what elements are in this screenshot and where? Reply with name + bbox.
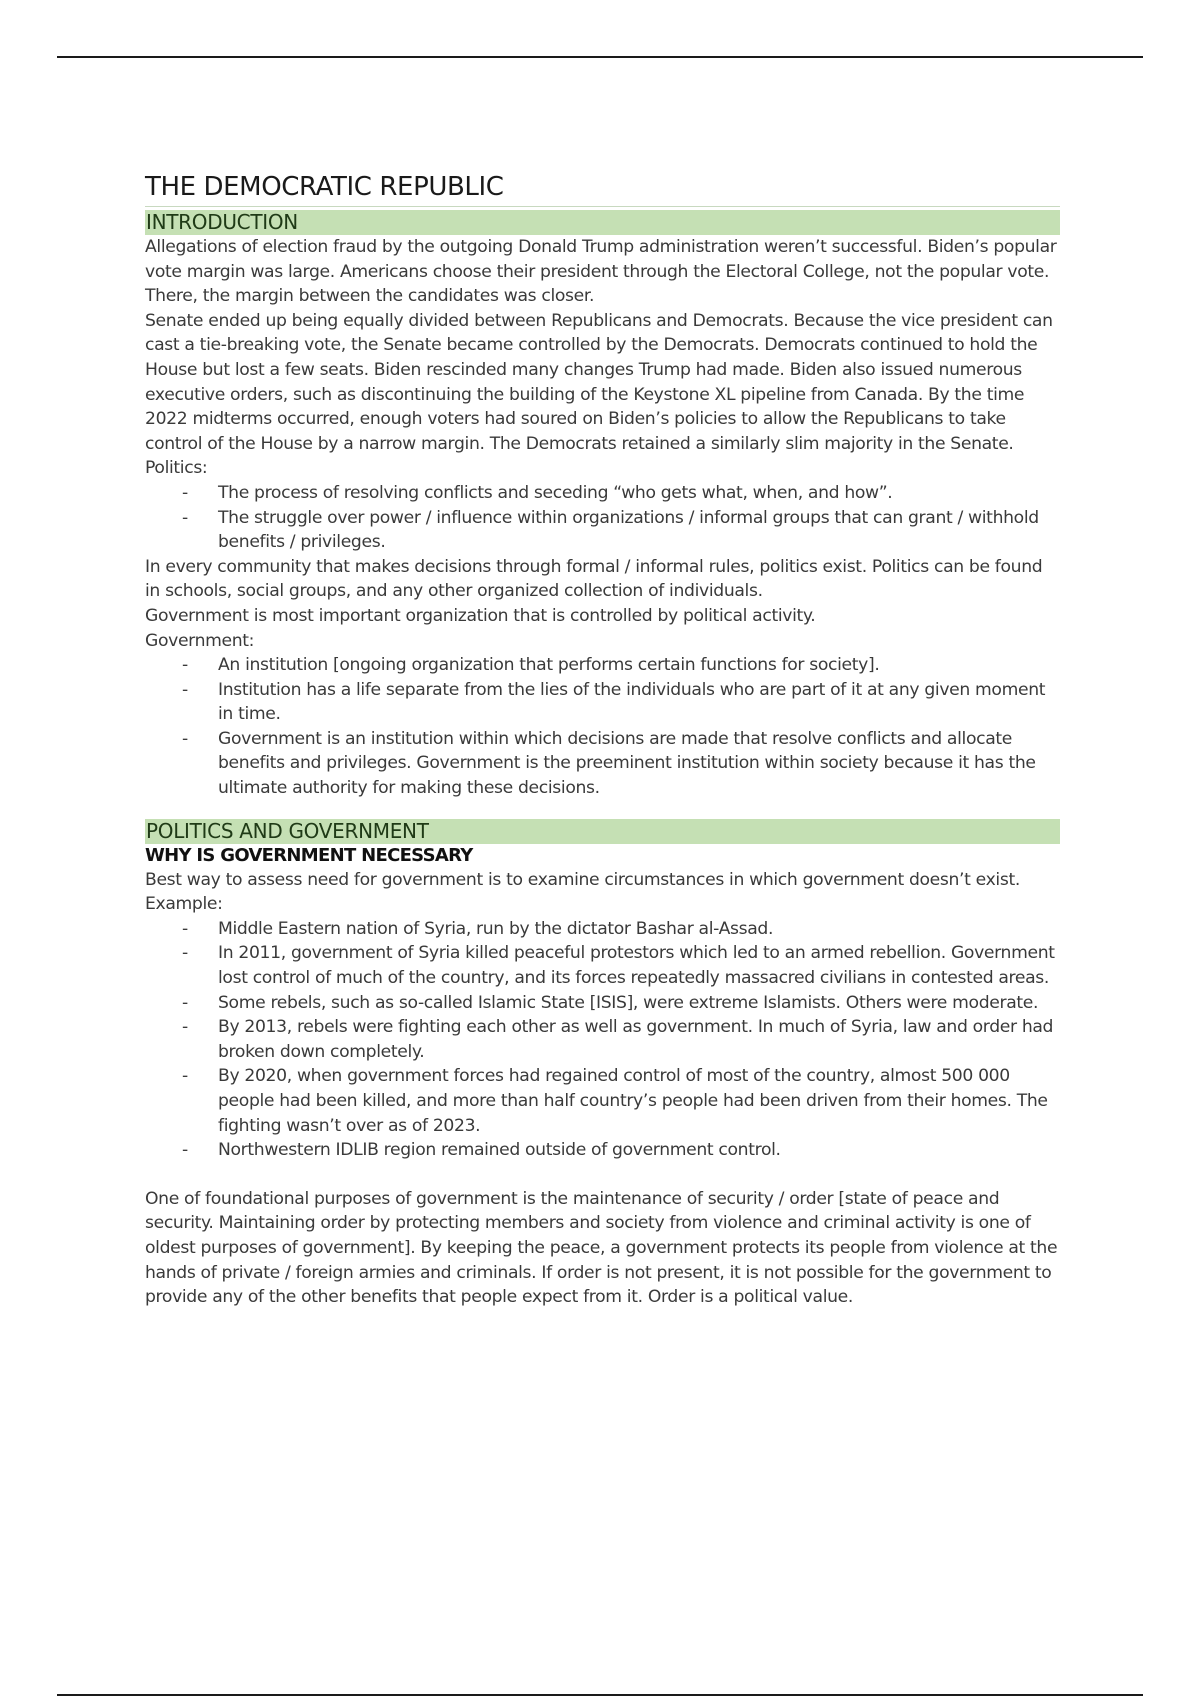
politics-gov-paragraph-1: Best way to assess need for government is to examine circumstances in which government doesn’t exist. bbox=[145, 869, 1020, 890]
document-title: THE DEMOCRATIC REPUBLIC bbox=[145, 170, 1060, 207]
list-item: - An institution [ongoing organization that performs certain functions for society]. bbox=[145, 653, 1060, 678]
bullet-dash: - bbox=[182, 943, 188, 964]
section-heading-introduction: INTRODUCTION bbox=[145, 210, 1060, 235]
intro-paragraph-1: Allegations of election fraud by the outgoing Donald Trump administration weren’t successful. Biden’s popular vote margin was large. Americans choose their president through the Electoral College, not the popular vote. There, the margin between the candidates was closer. bbox=[145, 237, 1057, 307]
bullet-dash: - bbox=[182, 992, 188, 1013]
government-label: Government: bbox=[145, 630, 255, 651]
list-item: - Northwestern IDLIB region remained outside of government control. bbox=[145, 1138, 1060, 1163]
bullet-dash: - bbox=[182, 482, 188, 503]
government-list bbox=[145, 653, 1060, 801]
list-item: - By 2013, rebels were fighting each other as well as government. In much of Syria, law and order had broken down completely. bbox=[182, 1017, 1054, 1062]
politics-list bbox=[145, 481, 1060, 555]
list-item: - Institution has a life separate from the lies of the individuals who are part of it at any given moment in time. bbox=[182, 679, 1046, 725]
bullet-dash: - bbox=[182, 918, 188, 939]
list-item: - Some rebels, such as so-called Islamic State [ISIS], were extreme Islamists. Others were moderate. bbox=[145, 991, 1060, 1016]
list-item: - The struggle over power / influence within organizations / informal groups that can grant / withhold benefits / privileges. bbox=[182, 507, 1039, 553]
spacer bbox=[145, 1163, 1060, 1187]
page-top-rule bbox=[57, 56, 1143, 58]
intro-paragraph-2: Senate ended up being equally divided between Republicans and Democrats. Because the vice president can cast a tie-breaking vote, the Senate became controlled by the Democrats. Democrats continued to hold the House but lost a few seats. Biden rescinded many changes Trump had made. Biden also issued numerous executive orders, such as discontinuing the building of the Keystone XL pipeline from Canada. By the time 2022 midterms occurred, enough voters had soured on Biden’s policies to allow the Republicans to take control of the House by a narrow margin. The Democrats retained a similarly slim majority in the Senate. bbox=[145, 310, 1053, 454]
bullet-dash: - bbox=[182, 679, 188, 700]
example-list bbox=[145, 917, 1060, 1163]
page-bottom-rule bbox=[57, 1694, 1143, 1696]
list-item: - Government is an institution within which decisions are made that resolve conflicts and allocate benefits and privileges. Government is the preeminent institution within society because it has the ultimate authority for making these decisions. bbox=[182, 728, 1036, 799]
document-body bbox=[145, 170, 1060, 1310]
spacer bbox=[145, 801, 1060, 819]
list-item: - By 2020, when government forces had regained control of most of the country, almost 500 000 people had been killed, and more than half country’s people had been driven from their homes. The fighting wasn’t over as of 2023. bbox=[182, 1066, 1048, 1136]
politics-gov-paragraph-2: One of foundational purposes of government is the maintenance of security / order [state of peace and security. Maintaining order by protecting members and society from violence and criminal activity is one of oldest purposes of government]. By keeping the peace, a government protects its people from violence at the hands of private / foreign armies and criminals. If order is not present, it is not possible for the government to provide any of the other benefits that people expect from it. Order is a political value. bbox=[145, 1188, 1058, 1308]
bullet-dash: - bbox=[182, 1066, 188, 1087]
bullet-dash: - bbox=[182, 507, 188, 528]
list-item: - Middle Eastern nation of Syria, run by the dictator Bashar al-Assad. bbox=[145, 917, 1060, 942]
bullet-dash: - bbox=[182, 655, 188, 676]
bullet-dash: - bbox=[182, 728, 188, 749]
intro-paragraph-4: Government is most important organization that is controlled by political activity. bbox=[145, 605, 816, 626]
section-heading-politics-and-government: POLITICS AND GOVERNMENT bbox=[145, 819, 1060, 844]
list-item: - In 2011, government of Syria killed peaceful protestors which led to an armed rebellion. Government lost control of much of the country, and its forces repeatedly massacred civilians in contested areas. bbox=[182, 943, 1055, 989]
sub-heading-why-government: WHY IS GOVERNMENT NECESSARY bbox=[145, 844, 473, 866]
list-item: - The process of resolving conflicts and seceding “who gets what, when, and how”. bbox=[145, 481, 1060, 506]
example-label: Example: bbox=[145, 894, 223, 915]
politics-label: Politics: bbox=[145, 458, 208, 479]
bullet-dash: - bbox=[182, 1140, 188, 1161]
intro-paragraph-3: In every community that makes decisions through formal / informal rules, politics exist. Politics can be found in schools, social groups, and any other organized collection of individuals. bbox=[145, 556, 1043, 602]
bullet-dash: - bbox=[182, 1017, 188, 1038]
